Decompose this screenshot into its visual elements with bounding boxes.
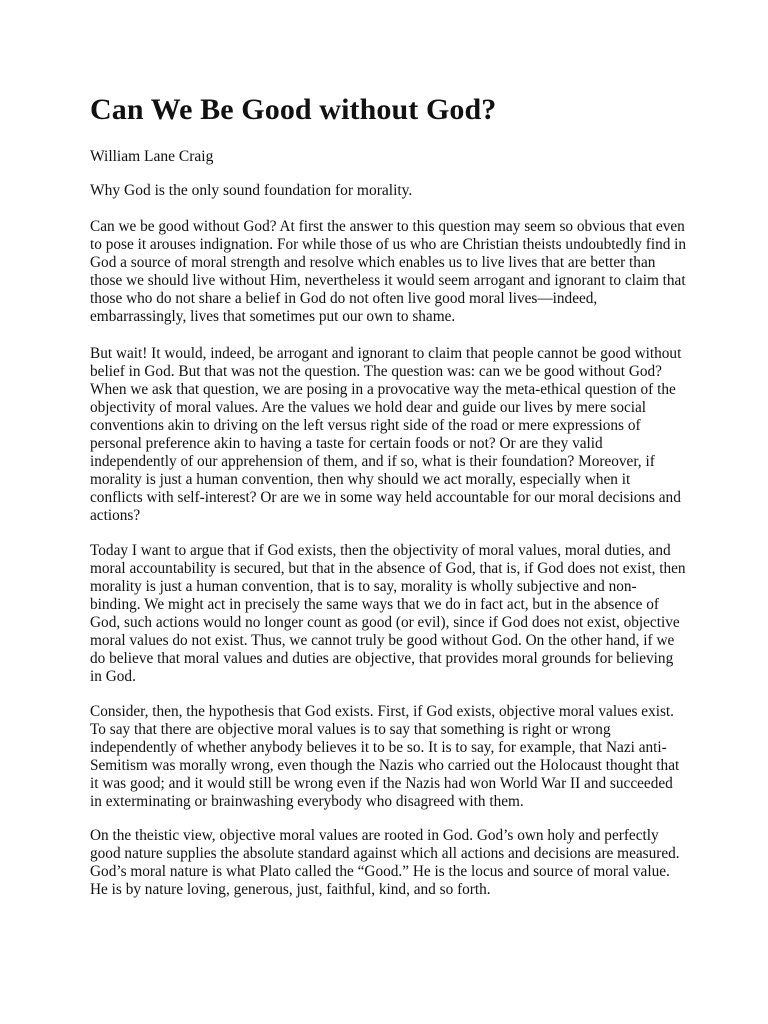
paragraph-line: To say that there are objective moral values is to say that something is right or wrong [90,721,611,738]
document-title: Can We Be Good without God? [90,93,497,126]
paragraph-line: good nature supplies the absolute standard against which all actions and decisions are measured. [90,845,680,862]
paragraph-line: in God. [90,668,136,685]
paragraph-line: moral accountability is secured, but that in the absence of God, that is, if God does not exist, then [90,560,686,577]
paragraph-line: God a source of moral strength and resolve which enables us to live lives that are better than [90,254,656,271]
paragraph-line: When we ask that question, we are posing in a provocative way the meta-ethical question of the [90,381,676,398]
paragraph-2 [90,345,690,525]
paragraph-line: in exterminating or brainwashing everybody who disagreed with them. [90,793,524,810]
paragraph-line: morality is just a human convention, then why should we act morally, especially when it [90,471,631,488]
paragraph-line: conventions akin to driving on the left versus right side of the road or mere expressions of [90,417,641,434]
paragraph-line: actions? [90,507,141,524]
paragraph-line: moral values do not exist. Thus, we cannot truly be good without God. On the other hand, if we [90,632,675,649]
paragraph-4 [90,703,690,811]
paragraph-line: Can we be good without God? At first the answer to this question may seem so obvious that even [90,218,685,235]
paragraph-1 [90,218,690,326]
paragraph-line: God, such actions would no longer count as good (or evil), since if God does not exist, objective [90,614,680,631]
paragraph-line: morality is just a human convention, that is to say, morality is wholly subjective and non- [90,578,637,595]
document-author: William Lane Craig [90,148,214,165]
document-subtitle: Why God is the only sound foundation for morality. [90,182,413,199]
paragraph-line: He is by nature loving, generous, just, faithful, kind, and so forth. [90,881,491,898]
paragraph-line: belief in God. But that was not the question. The question was: can we be good without God? [90,363,662,380]
paragraph-line: objectivity of moral values. Are the values we hold dear and guide our lives by mere social [90,399,647,416]
paragraph-line: independently of our apprehension of them, and if so, what is their foundation? Moreover, if [90,453,655,470]
paragraph-line: it was good; and it would still be wrong even if the Nazis had won World War II and succeeded [90,775,673,792]
paragraph-line: Consider, then, the hypothesis that God exists. First, if God exists, objective moral values exist. [90,703,674,720]
paragraph-line: conflicts with self-interest? Or are we in some way held accountable for our moral decisions and [90,489,681,506]
paragraph-line: those who do not share a belief in God do not often live good moral lives—indeed, [90,290,598,307]
paragraph-line: independently of whether anybody believes it to be so. It is to say, for example, that Nazi anti- [90,739,667,756]
paragraph-line: personal preference akin to having a taste for certain foods or not? Or are they valid [90,435,603,452]
paragraph-line: Today I want to argue that if God exists, then the objectivity of moral values, moral duties, and [90,542,671,559]
paragraph-line: to pose it arouses indignation. For while those of us who are Christian theists undoubtedly find in [90,236,687,253]
paragraph-line: But wait! It would, indeed, be arrogant and ignorant to claim that people cannot be good without [90,345,682,362]
paragraph-line: binding. We might act in precisely the same ways that we do in fact act, but in the absence of [90,596,659,613]
paragraph-line: do believe that moral values and duties are objective, that provides moral grounds for believing [90,650,674,667]
paragraph-line: On the theistic view, objective moral values are rooted in God. God’s own holy and perfectly [90,827,659,844]
paragraph-line: Semitism was morally wrong, even though the Nazis who carried out the Holocaust thought that [90,757,680,774]
paragraph-line: those we should live without Him, nevertheless it would seem arrogant and ignorant to claim that [90,272,686,289]
paragraph-line: embarrassingly, lives that sometimes put our own to shame. [90,308,456,325]
paragraph-5 [90,827,690,899]
paragraph-line: God’s moral nature is what Plato called the “Good.” He is the locus and source of moral value. [90,863,670,880]
paragraph-3 [90,542,690,686]
